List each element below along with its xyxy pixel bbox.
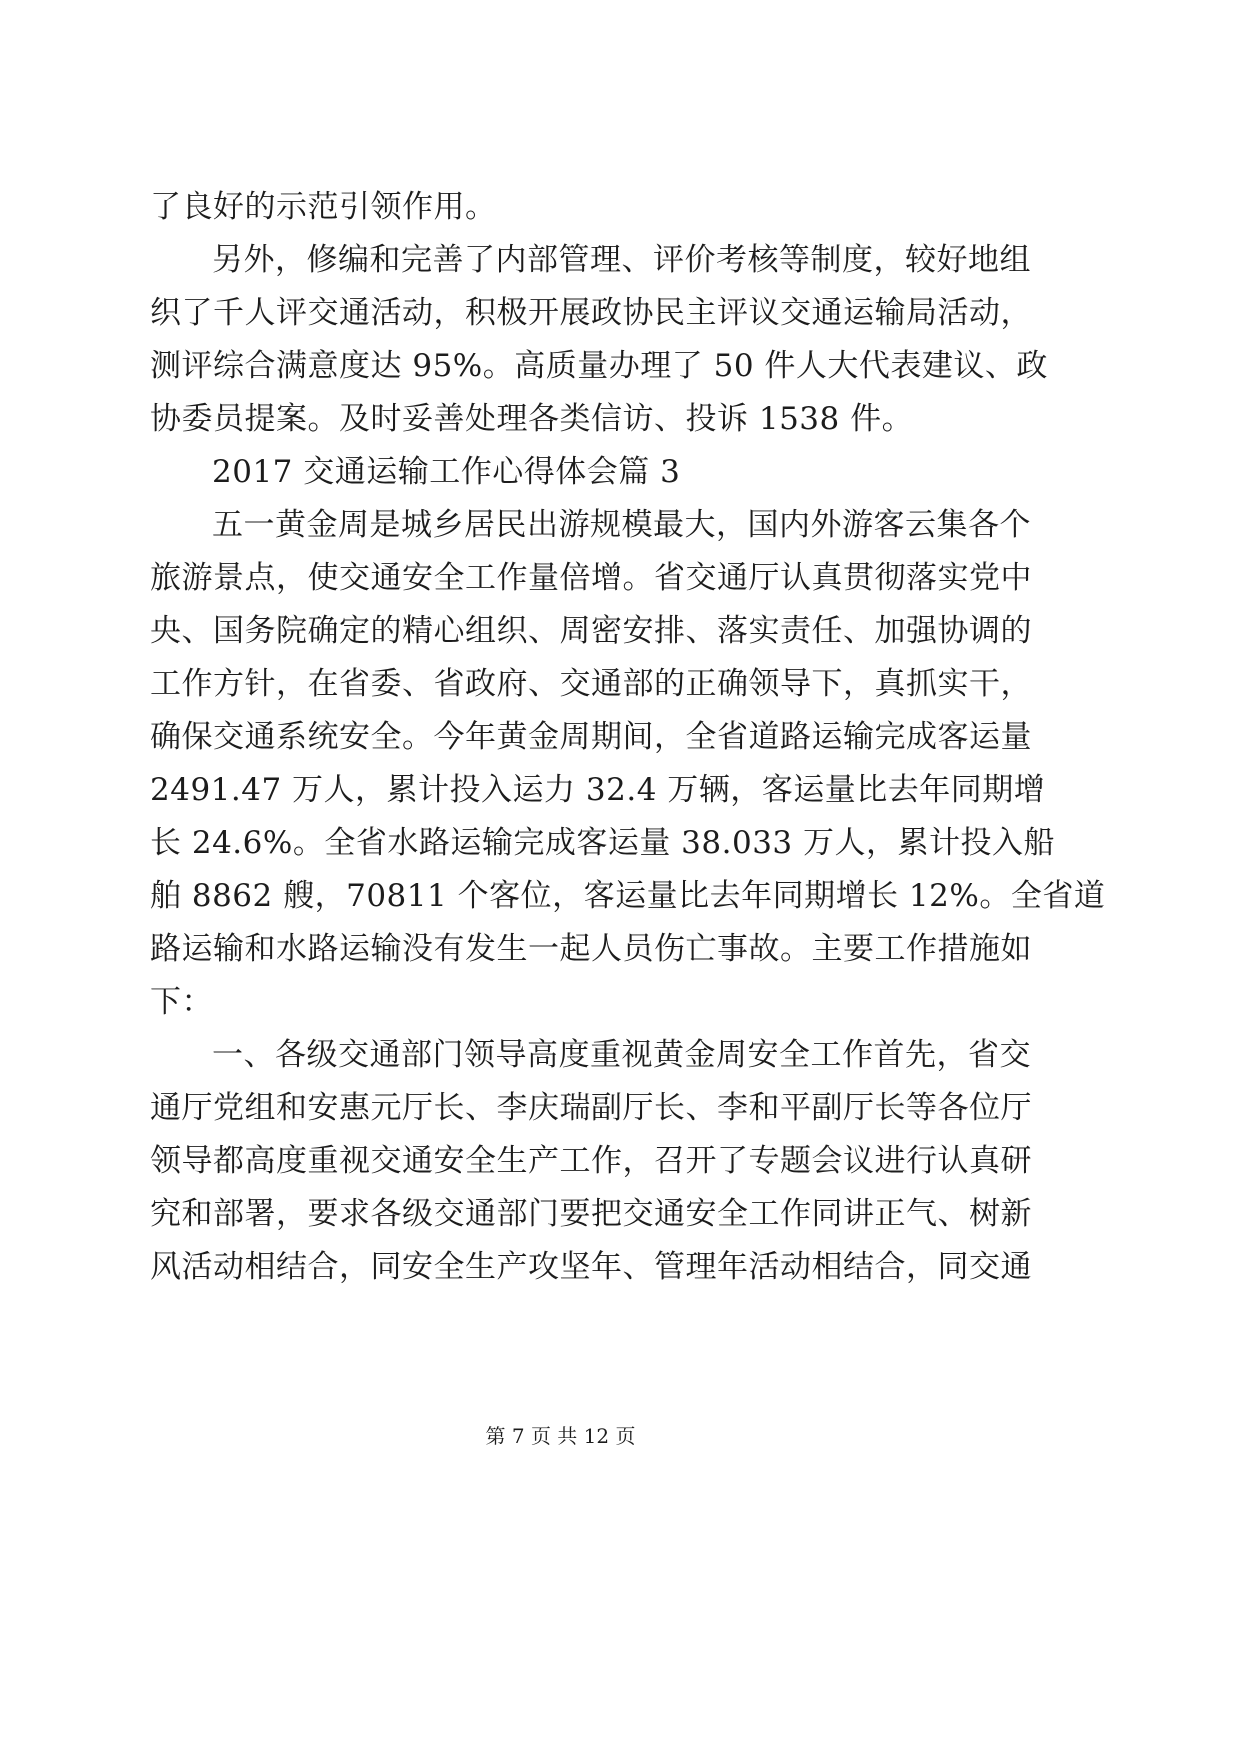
paragraph-start-line: 另外，修编和完善了内部管理、评价考核等制度，较好地组 — [212, 242, 1031, 278]
section-heading: 2017 交通运输工作心得体会篇 3 — [212, 454, 681, 490]
text-line: 协委员提案。及时妥善处理各类信访、投诉 1538 件。 — [150, 401, 914, 437]
text-line: 风活动相结合，同安全生产攻坚年、管理年活动相结合，同交通 — [150, 1249, 1032, 1285]
text-line: 确保交通系统安全。今年黄金周期间，全省道路运输完成客运量 — [150, 719, 1032, 755]
paragraph-start-line: 一、各级交通部门领导高度重视黄金周安全工作首先，省交 — [212, 1037, 1031, 1073]
text-line: 舶 8862 艘，70811 个客位，客运量比去年同期增长 12%。全省道 — [150, 878, 1106, 914]
text-line: 长 24.6%。全省水路运输完成客运量 38.033 万人，累计投入船 — [150, 825, 1056, 861]
text-line: 旅游景点，使交通安全工作量倍增。省交通厅认真贯彻落实党中 — [150, 560, 1032, 596]
text-line: 了良好的示范引领作用。 — [150, 189, 497, 225]
text-line: 究和部署，要求各级交通部门要把交通安全工作同讲正气、树新 — [150, 1196, 1032, 1232]
text-line: 下： — [150, 984, 213, 1020]
text-line: 测评综合满意度达 95%。高质量办理了 50 件人大代表建议、政 — [150, 348, 1048, 384]
paragraph-start-line: 五一黄金周是城乡居民出游规模最大，国内外游客云集各个 — [212, 507, 1031, 543]
page-number-footer: 第 7 页 共 12 页 — [485, 1424, 636, 1448]
text-line: 通厅党组和安惠元厅长、李庆瑞副厅长、李和平副厅长等各位厅 — [150, 1090, 1032, 1126]
text-line: 领导都高度重视交通安全生产工作，召开了专题会议进行认真研 — [150, 1143, 1032, 1179]
text-line: 工作方针，在省委、省政府、交通部的正确领导下，真抓实干， — [150, 666, 1032, 702]
text-line: 2491.47 万人，累计投入运力 32.4 万辆，客运量比去年同期增 — [150, 772, 1046, 808]
text-line: 路运输和水路运输没有发生一起人员伤亡事故。主要工作措施如 — [150, 931, 1032, 967]
text-line: 央、国务院确定的精心组织、周密安排、落实责任、加强协调的 — [150, 613, 1032, 649]
text-line: 织了千人评交通活动，积极开展政协民主评议交通运输局活动， — [150, 295, 1032, 331]
document-body — [150, 181, 1106, 1294]
